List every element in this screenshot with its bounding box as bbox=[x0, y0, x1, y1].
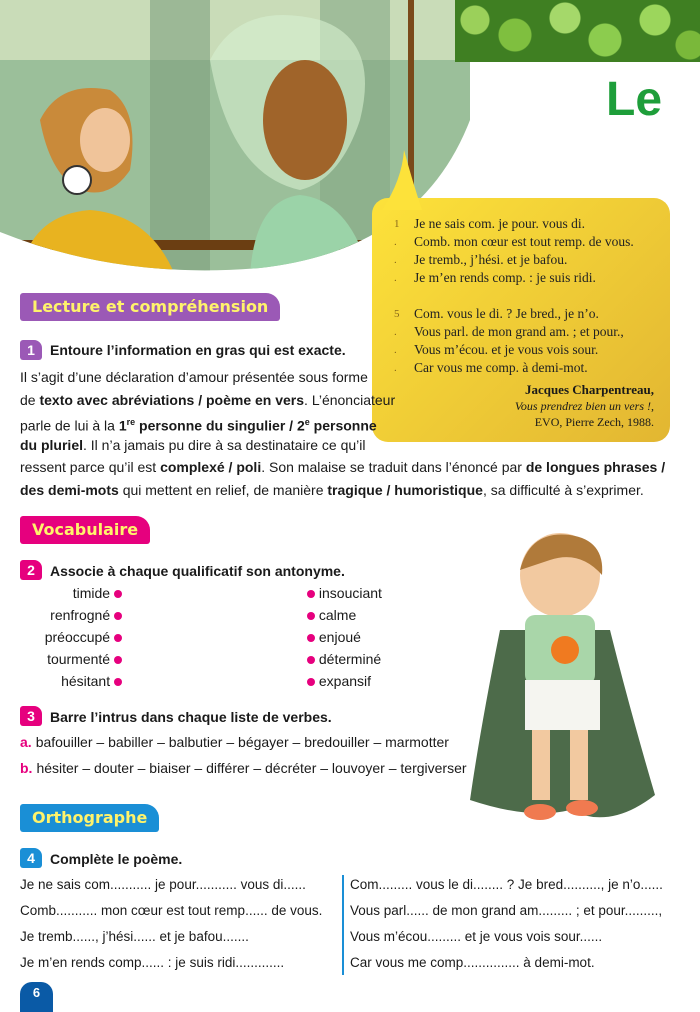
text-run: ressent parce qu’il est bbox=[20, 459, 161, 475]
exercise-number: 4 bbox=[20, 848, 42, 868]
exercise-1-line bbox=[20, 456, 665, 479]
bold-choice[interactable]: personne du singulier / 2 bbox=[135, 417, 305, 434]
exercise-1-line bbox=[20, 389, 395, 412]
text-run: parle de lui à la bbox=[20, 417, 119, 434]
poem-line-number: . bbox=[394, 272, 397, 284]
page-title: Le bbox=[606, 73, 663, 126]
exercise-instruction: Entoure l’information en gras qui est exacte. bbox=[50, 342, 346, 358]
section-header-lecture: Lecture et compréhension bbox=[20, 293, 280, 321]
bold-choice[interactable]: tragique / humoristique bbox=[327, 482, 483, 498]
word: insouciant bbox=[318, 585, 382, 601]
poem-fill-line[interactable]: Comb........... mon cœur est tout remp...... de vous. bbox=[20, 903, 323, 918]
verb-list-a[interactable] bbox=[20, 734, 449, 750]
exercise-1-line bbox=[20, 366, 368, 389]
poem-fill-line[interactable]: Com......... vous le di........ ? Je bred.........., je n’o...... bbox=[350, 877, 663, 892]
text-run: . Son malaise se traduit dans l’énoncé par bbox=[261, 459, 526, 475]
poem-fill-line[interactable]: Vous m’écou......... et je vous vois sour...... bbox=[350, 929, 603, 944]
poem-line: Car vous me comp. à demi-mot. bbox=[414, 360, 588, 375]
poem-line-number: . bbox=[394, 344, 397, 356]
poem-line: Vous m’écou. et je vous vois sour. bbox=[414, 342, 599, 357]
bold-choice[interactable]: texto avec abréviations / poème en vers bbox=[39, 392, 305, 408]
poem-line-number: 5 bbox=[394, 308, 400, 320]
link-dot[interactable] bbox=[307, 634, 315, 642]
text-run: . Il n’a jamais pu dire à sa destinataire ce qu’il bbox=[83, 437, 366, 453]
bold-choice[interactable]: des demi-mots bbox=[20, 482, 119, 498]
link-dot[interactable] bbox=[114, 590, 122, 598]
poem-fill-line[interactable]: Je m’en rends comp...... : je suis ridi............. bbox=[20, 955, 285, 970]
exercise-number: 3 bbox=[20, 706, 42, 726]
poem-line: Com. vous le di. ? Je bred., je n’o. bbox=[414, 306, 599, 321]
link-dot[interactable] bbox=[307, 612, 315, 620]
adjective-right[interactable] bbox=[307, 629, 361, 645]
adjective-right[interactable] bbox=[307, 607, 356, 623]
exercise-number: 2 bbox=[20, 560, 42, 580]
section-header-orthographe: Orthographe bbox=[20, 804, 159, 832]
column-divider bbox=[342, 875, 344, 975]
adjective-left[interactable] bbox=[47, 651, 122, 667]
poem-line-number: . bbox=[394, 362, 397, 374]
word: timide bbox=[72, 585, 111, 601]
adjective-right[interactable] bbox=[307, 673, 371, 689]
item-letter: b. bbox=[20, 760, 33, 776]
text-run: , sa difficulté à s’exprimer. bbox=[482, 482, 644, 498]
text-run: de bbox=[20, 392, 40, 408]
bold-choice[interactable]: du pluriel bbox=[20, 437, 83, 453]
bold-choice[interactable]: de longues phrases / bbox=[525, 459, 666, 475]
exercise-1-line bbox=[20, 479, 644, 502]
poem-fill-line[interactable]: Je tremb......, j’hési...... et je bafou....... bbox=[20, 929, 249, 944]
word: renfrogné bbox=[50, 607, 111, 623]
bold-choice[interactable]: personne bbox=[309, 417, 377, 434]
poem-line-number: . bbox=[394, 326, 397, 338]
word: tourmenté bbox=[47, 651, 111, 667]
word: calme bbox=[318, 607, 357, 623]
poem-line: Je ne sais com. je pour. vous di. bbox=[414, 216, 585, 231]
exercise-instruction: Associe à chaque qualificatif son antonyme. bbox=[50, 563, 345, 579]
word: expansif bbox=[318, 673, 372, 689]
poem-line-number: . bbox=[394, 236, 397, 248]
link-dot[interactable] bbox=[114, 678, 122, 686]
link-dot[interactable] bbox=[114, 612, 122, 620]
adjective-left[interactable] bbox=[45, 629, 122, 645]
bold-choice[interactable]: complexé / poli bbox=[160, 459, 262, 475]
text-run: Il s’agit d’une déclaration d’amour présentée sous forme bbox=[20, 369, 368, 385]
link-dot[interactable] bbox=[114, 634, 122, 642]
poem-fill-line[interactable]: Je ne sais com........... je pour........... vous di...... bbox=[20, 877, 306, 892]
adjective-right[interactable] bbox=[307, 585, 382, 601]
exercise-instruction: Complète le poème. bbox=[50, 851, 183, 867]
word: déterminé bbox=[318, 651, 382, 667]
verb-list: bafouiller – babiller – balbutier – bégayer – bredouiller – marmotter bbox=[35, 734, 449, 750]
exercise-1-line bbox=[20, 434, 365, 457]
verb-list: hésiter – douter – biaiser – différer – décréter – louvoyer – tergiverser bbox=[36, 760, 467, 776]
text-run: qui mettent en relief, de manière bbox=[118, 482, 328, 498]
poem-line-number: 1 bbox=[394, 218, 400, 230]
boy-illustration bbox=[470, 530, 655, 835]
exercise-instruction: Barre l’intrus dans chaque liste de verbes. bbox=[50, 709, 332, 725]
roses-photo bbox=[455, 0, 700, 62]
adjective-left[interactable] bbox=[50, 607, 122, 623]
poem-line: Comb. mon cœur est tout remp. de vous. bbox=[414, 234, 634, 249]
poem-book: Vous prendrez bien un vers !, bbox=[514, 399, 654, 413]
poem-line: Je m’en rends comp. : je suis ridi. bbox=[414, 270, 596, 285]
word: enjoué bbox=[318, 629, 361, 645]
adjective-left[interactable] bbox=[61, 673, 122, 689]
bold-choice[interactable]: 1 bbox=[118, 417, 127, 434]
link-dot[interactable] bbox=[114, 656, 122, 664]
poem-fill-line[interactable]: Vous parl...... de mon grand am......... ; et pour........., bbox=[350, 903, 663, 918]
poem-line: Je tremb., j’hési. et je bafou. bbox=[414, 252, 568, 267]
exercise-number: 1 bbox=[20, 340, 42, 360]
link-dot[interactable] bbox=[307, 656, 315, 664]
poem-line-number: . bbox=[394, 254, 397, 266]
adjective-left[interactable] bbox=[73, 585, 122, 601]
verb-list-b[interactable] bbox=[20, 760, 467, 776]
adjective-right[interactable] bbox=[307, 651, 381, 667]
bold-choice[interactable]: re bbox=[126, 417, 136, 427]
poem-line: Vous parl. de mon grand am. ; et pour., bbox=[414, 324, 624, 339]
link-dot[interactable] bbox=[307, 678, 315, 686]
poem-publisher: EVO, Pierre Zech, 1988. bbox=[534, 415, 654, 429]
text-run: . L’énonciateur bbox=[304, 392, 396, 408]
word: préoccupé bbox=[44, 629, 111, 645]
item-letter: a. bbox=[20, 734, 32, 750]
page-number: 6 bbox=[20, 982, 53, 1012]
speech-bubble-tail bbox=[382, 150, 422, 210]
link-dot[interactable] bbox=[307, 590, 315, 598]
poem-author: Jacques Charpentreau, bbox=[524, 382, 654, 397]
poem-box bbox=[372, 198, 670, 442]
bold-choice[interactable]: e bbox=[304, 417, 310, 427]
word: hésitant bbox=[61, 673, 111, 689]
section-header-vocabulaire: Vocabulaire bbox=[20, 516, 150, 544]
poem-fill-line[interactable]: Car vous me comp............... à demi-mot. bbox=[350, 955, 595, 970]
